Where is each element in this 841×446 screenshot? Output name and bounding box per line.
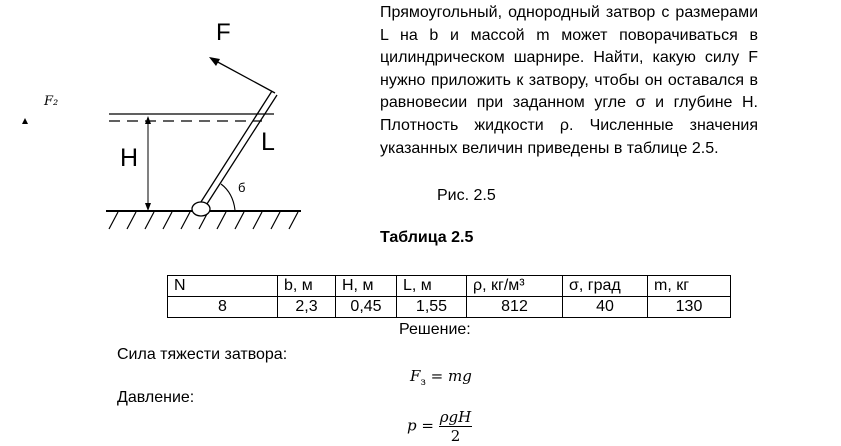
header-cell: L, м [397, 276, 467, 297]
value-cell: 0,45 [336, 297, 397, 318]
force-label: F [216, 19, 231, 46]
header-cell: σ, град [563, 276, 648, 297]
depth-arrow-head-bottom [145, 203, 151, 211]
header-cell: N [168, 276, 278, 297]
gravity-formula [410, 367, 472, 388]
header-cell: ρ, кг/м³ [467, 276, 563, 297]
value-cell: 130 [648, 297, 731, 318]
depth-arrow-head-top [145, 116, 151, 124]
angle-label: б [238, 180, 246, 195]
angle-arc [221, 184, 235, 210]
hinge-circle [192, 202, 210, 216]
value-cell: 8 [168, 297, 278, 318]
depth-label: H [120, 144, 139, 172]
parameters-table [167, 275, 731, 318]
value-cell: 812 [467, 297, 563, 318]
header-cell: H, м [336, 276, 397, 297]
table-header-row [168, 276, 731, 297]
problem-statement: Прямоугольный, однородный затвор с размерами L на b и массой m может поворачиваться в цилиндрическом шарнире. Найти, какую силу F нужно приложить к затвору, чтобы он оставался в равновесии при заданном угле σ и глубине H. Плотность жидкости ρ. Численные значения указанных величин приведены в таблице 2.5. [380, 4, 758, 157]
length-label: L [261, 128, 275, 156]
gravity-formula-sub: з [420, 377, 426, 388]
force-arrow [214, 60, 275, 93]
gravity-formula-rhs: = mg [430, 367, 472, 385]
table-title: Таблица 2.5 [380, 229, 474, 246]
pressure-denominator: 2 [450, 427, 461, 445]
figure-caption: Рис. 2.5 [437, 187, 496, 204]
value-cell: 1,55 [397, 297, 467, 318]
value-cell: 2,3 [278, 297, 336, 318]
force-arrow-head [209, 57, 220, 66]
header-cell: m, кг [648, 276, 731, 297]
pressure-label: Давление: [117, 389, 195, 406]
table-value-row [168, 297, 731, 318]
header-cell: b, м [278, 276, 336, 297]
gravity-label: Сила тяжести затвора: [117, 346, 288, 363]
value-cell: 40 [563, 297, 648, 318]
gate-diagram [0, 0, 370, 250]
solution-title: Решение: [399, 321, 471, 338]
pressure-formula-lhs: p = [407, 416, 434, 435]
pressure-numerator: ρgH [439, 408, 472, 426]
margin-marker-label: F₂ [44, 94, 59, 109]
pressure-formula [407, 408, 472, 445]
gravity-formula-lhs: F [410, 367, 421, 385]
pressure-fraction [439, 408, 473, 445]
margin-marker-triangle [22, 118, 28, 124]
